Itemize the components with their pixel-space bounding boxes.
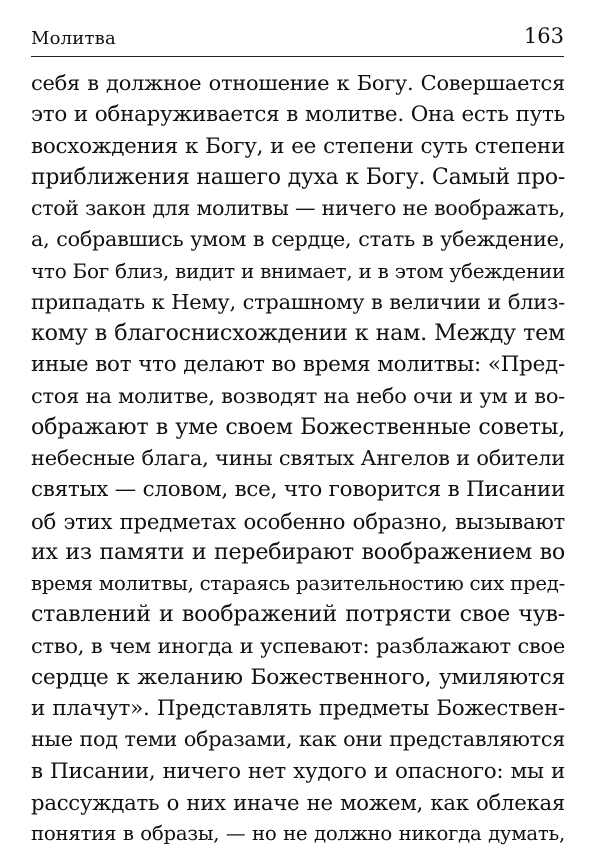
text-line: рассуждать о них иначе не можем, как облекая <box>31 789 565 815</box>
text-line: время молитвы, стараясь разительностию сих пред- <box>31 572 565 595</box>
text-line: ные под теми образами, как они представляются <box>31 727 565 752</box>
text-line: ображают в уме своем Божественные советы, <box>31 413 565 440</box>
text-line: приближения нашего духа к Богу. Самый про- <box>31 164 565 190</box>
chapter-title: Молитва <box>31 28 116 49</box>
page-number: 163 <box>523 24 564 48</box>
text-line: восхождения к Богу, и ее степени суть степени <box>31 133 565 159</box>
running-header <box>31 22 564 57</box>
text-line: об этих предметах особенно образно, вызывают <box>31 508 565 534</box>
text-line: сердце к желанию Божественного, умиляются <box>31 664 565 690</box>
body-text <box>31 68 565 849</box>
text-line: их из памяти и перебирают воображением во <box>31 538 565 565</box>
text-line: ство, в чем иногда и успевают: разблажают свое <box>31 633 565 658</box>
text-line: небесные блага, чины святых Ангелов и обители <box>31 446 565 470</box>
text-line: стоя на молитве, возводят на небо очи и ум и во- <box>31 383 565 408</box>
text-line: что Бог близ, видит и внимает, и в этом убеждении <box>31 258 566 283</box>
text-line: святых — словом, все, что говорится в Писании <box>31 477 565 503</box>
text-line: иные вот что делают во время молитвы: «Пред- <box>31 352 565 378</box>
text-line: кому в благоснисхождении к нам. Между тем <box>31 320 565 346</box>
text-line: это и обнаруживается в молитве. Она есть путь <box>31 102 565 128</box>
text-line: а, собравшись умом в сердце, стать в убеждение, <box>31 227 565 252</box>
text-line: в Писании, ничего нет худого и опасного: мы и <box>31 758 565 784</box>
text-line: стой закон для молитвы — ничего не воображать, <box>31 196 565 220</box>
text-line: и плачут». Представлять предметы Божествен- <box>31 696 565 721</box>
text-line: себя в должное отношение к Богу. Совершается <box>31 71 565 95</box>
text-line: понятия в образы, — но не должно никогда думать, <box>31 822 565 845</box>
text-line: припадать к Нему, страшному в величии и близ- <box>31 289 565 314</box>
text-line: ставлений и воображений потрясти свое чув- <box>31 601 565 628</box>
